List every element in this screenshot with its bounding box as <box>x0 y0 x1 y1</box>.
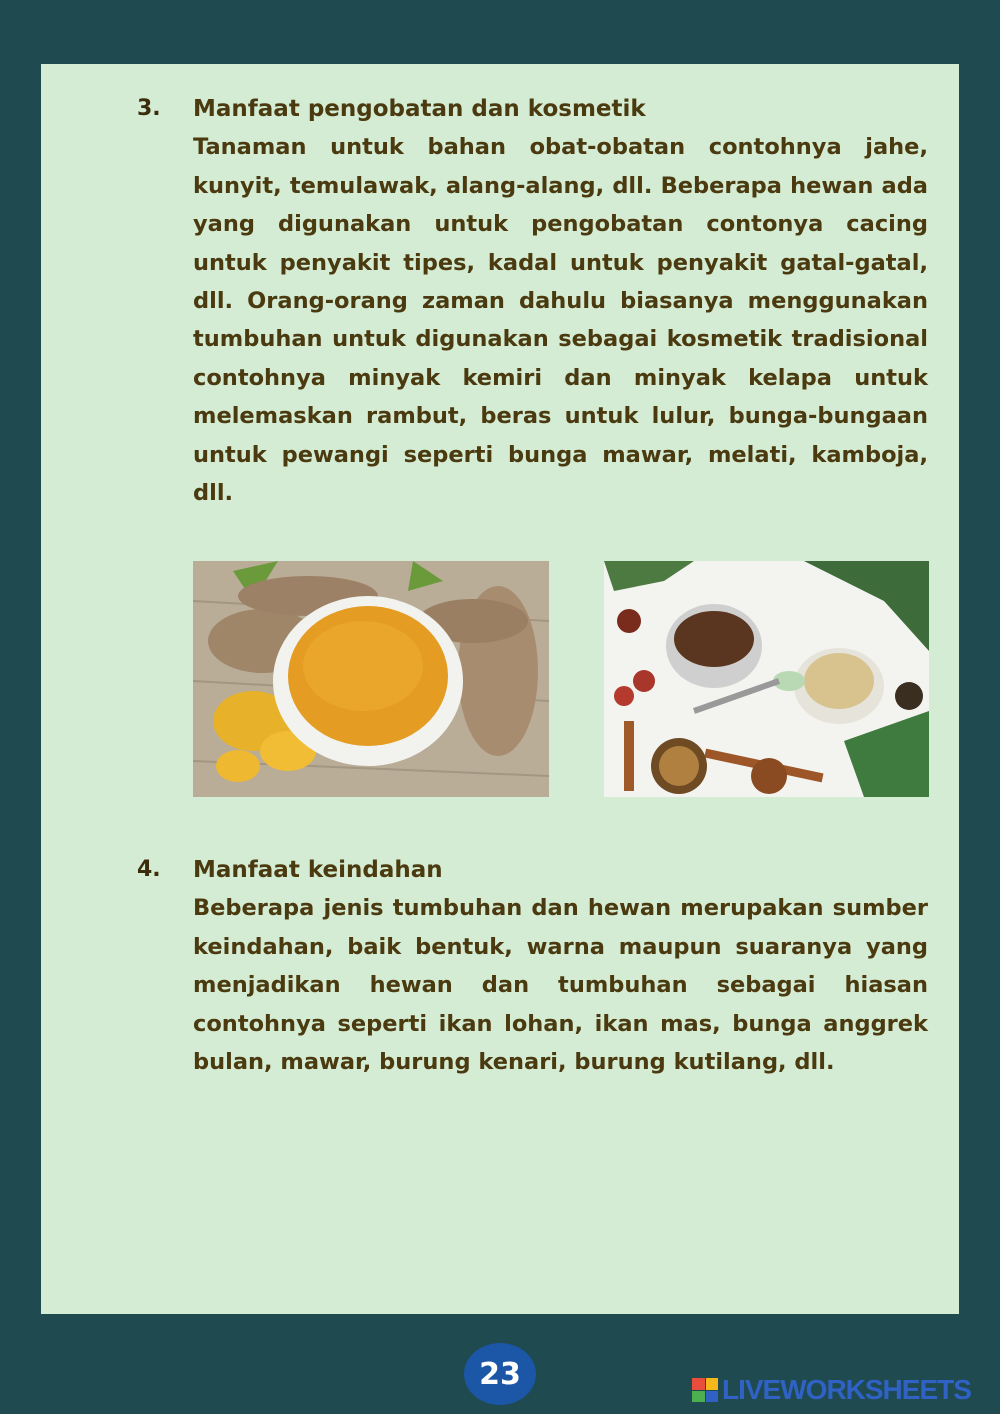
watermark-text: LIVEWORKSHEETS <box>722 1374 971 1405</box>
page-number-badge: 23 <box>464 1343 536 1405</box>
section-body: Tanaman untuk bahan obat-obatan contohnya jahe, kunyit, temulawak, alang-alang, dll. Beberapa hewan ada yang digunakan untuk pengobatan contonya cacing untuk penyakit tipes, kadal untuk penyakit gatal-gatal, dll. Orang-orang zaman dahulu biasanya menggunakan tumbuhan untuk digunakan sebagai kosmetik tradisional contohnya minyak kemiri dan minyak kelapa untuk melemaskan rambut, beras untuk lulur, bunga-bungaan untuk pewangi seperti bunga mawar, melati, kamboja, dll. <box>193 134 928 507</box>
watermark <box>692 1376 992 1404</box>
section-content <box>193 851 928 1081</box>
section-number: 4. <box>137 857 161 882</box>
turmeric-photo <box>193 561 549 797</box>
section-body: Beberapa jenis tumbuhan dan hewan merupakan sumber keindahan, baik bentuk, warna maupun suaranya yang menjadikan hewan dan tumbuhan sebagai hiasan contohnya seperti ikan lohan, ikan mas, bunga anggrek bulan, mawar, burung kenari, burung kutilang, dll. <box>193 895 928 1076</box>
section-content <box>193 90 928 512</box>
page-panel <box>41 64 959 1314</box>
liveworksheets-logo-icon <box>692 1378 718 1402</box>
section-number: 3. <box>137 96 161 121</box>
section-heading: Manfaat pengobatan dan kosmetik <box>193 96 646 122</box>
herbs-photo <box>604 561 929 797</box>
section-heading: Manfaat keindahan <box>193 857 443 883</box>
